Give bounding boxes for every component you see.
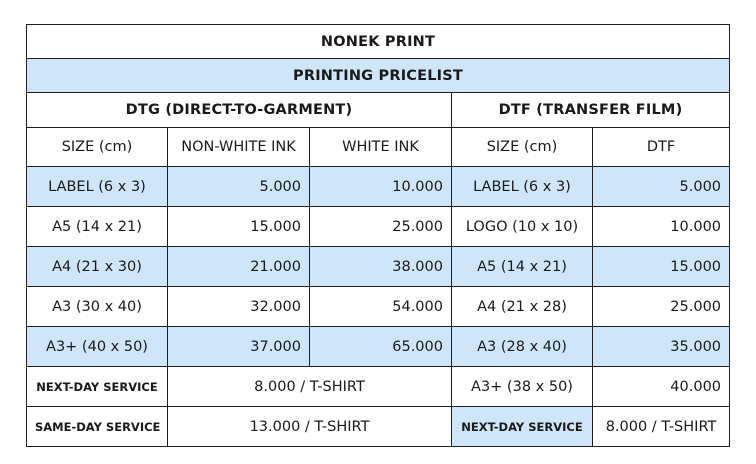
dtg-nonwhite-price: 21.000: [168, 247, 310, 287]
table-row: [27, 327, 730, 367]
dtf-size-cell: LABEL (6 x 3): [452, 167, 593, 207]
dtg-service-label: SAME-DAY SERVICE: [27, 407, 168, 447]
dtg-nonwhite-price: 32.000: [168, 287, 310, 327]
dtg-service-price: 8.000 / T-SHIRT: [168, 367, 452, 407]
table-row: [27, 407, 730, 447]
dtf-price: 15.000: [593, 247, 730, 287]
dtg-white-column-header: WHITE INK: [310, 128, 452, 167]
dtg-section-header: DTG (DIRECT-TO-GARMENT): [27, 93, 452, 128]
pricelist-subtitle: PRINTING PRICELIST: [27, 59, 730, 93]
dtf-price: 10.000: [593, 207, 730, 247]
dtg-service-price: 13.000 / T-SHIRT: [168, 407, 452, 447]
dtg-nonwhite-price: 5.000: [168, 167, 310, 207]
dtf-size-cell: A4 (21 x 28): [452, 287, 593, 327]
table-row: [27, 167, 730, 207]
dtf-size-cell: LOGO (10 x 10): [452, 207, 593, 247]
dtf-price: 25.000: [593, 287, 730, 327]
dtg-nonwhite-price: 37.000: [168, 327, 310, 367]
table-row: [27, 207, 730, 247]
dtg-size-cell: A3+ (40 x 50): [27, 327, 168, 367]
dtg-white-price: 65.000: [310, 327, 452, 367]
dtg-size-cell: A5 (14 x 21): [27, 207, 168, 247]
dtf-price-column-header: DTF: [593, 128, 730, 167]
dtg-size-column-header: SIZE (cm): [27, 128, 168, 167]
dtg-white-price: 54.000: [310, 287, 452, 327]
dtf-price: 5.000: [593, 167, 730, 207]
dtg-size-cell: LABEL (6 x 3): [27, 167, 168, 207]
dtf-service-label: NEXT-DAY SERVICE: [452, 407, 593, 447]
table-row: [27, 287, 730, 327]
dtf-size-cell: A3 (28 x 40): [452, 327, 593, 367]
dtf-size-column-header: SIZE (cm): [452, 128, 593, 167]
table-row: [27, 247, 730, 287]
dtg-white-price: 38.000: [310, 247, 452, 287]
dtf-price: 40.000: [593, 367, 730, 407]
pricelist-table: [26, 24, 730, 447]
dtg-white-price: 10.000: [310, 167, 452, 207]
dtf-service-price: 8.000 / T-SHIRT: [593, 407, 730, 447]
shop-title: NONEK PRINT: [27, 25, 730, 59]
dtg-service-label: NEXT-DAY SERVICE: [27, 367, 168, 407]
dtg-nonwhite-column-header: NON-WHITE INK: [168, 128, 310, 167]
dtg-white-price: 25.000: [310, 207, 452, 247]
table-row: [27, 367, 730, 407]
dtg-nonwhite-price: 15.000: [168, 207, 310, 247]
dtg-size-cell: A3 (30 x 40): [27, 287, 168, 327]
dtf-size-cell: A5 (14 x 21): [452, 247, 593, 287]
dtf-size-cell: A3+ (38 x 50): [452, 367, 593, 407]
dtg-size-cell: A4 (21 x 30): [27, 247, 168, 287]
dtf-price: 35.000: [593, 327, 730, 367]
dtf-section-header: DTF (TRANSFER FILM): [452, 93, 730, 128]
